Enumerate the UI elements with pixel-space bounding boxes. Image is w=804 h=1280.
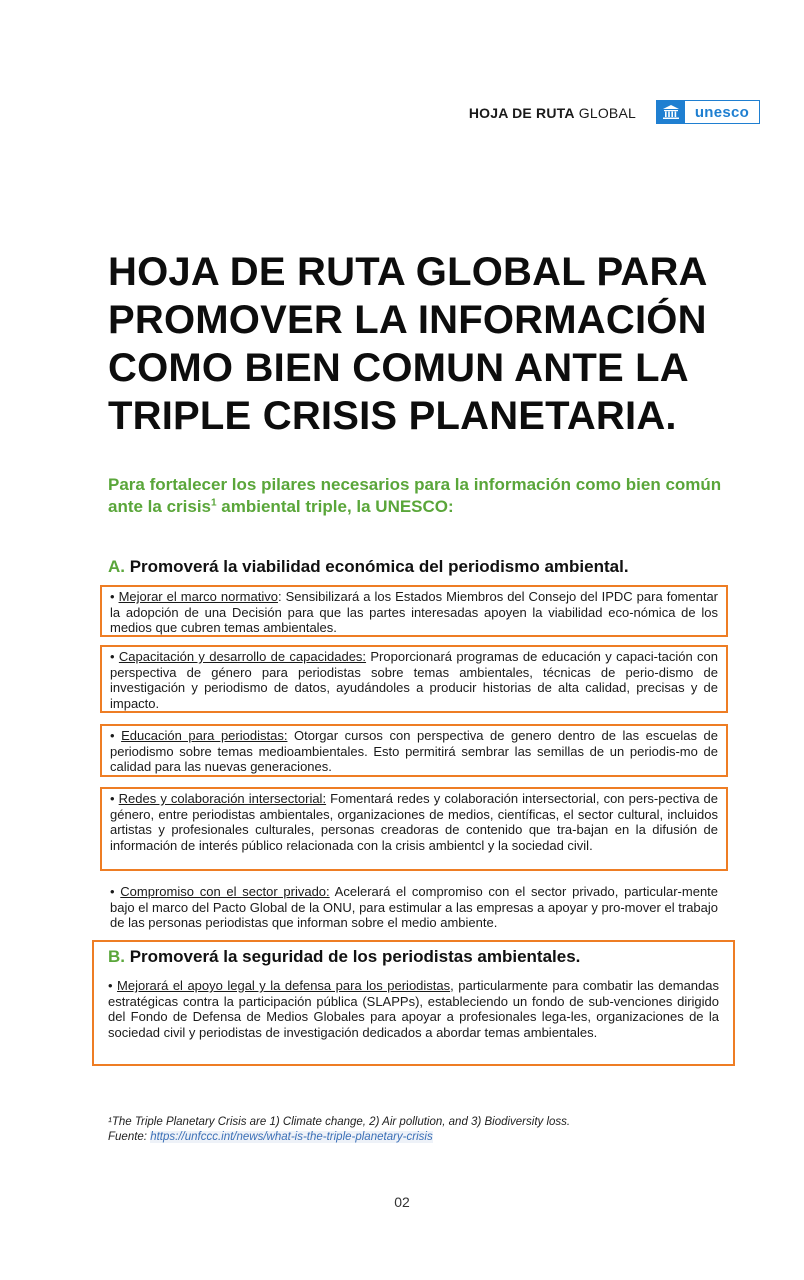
bullet: • — [110, 589, 119, 604]
item-text: Otorgar cursos con perspectiva de genero dentro de las escuelas de periodismo sobre temas medioambientales. Esto permitirá sembrar las semillas de un periodis-mo de calidad para las nuevas generaciones. — [110, 728, 718, 775]
item-title: Educación para periodistas: — [121, 728, 288, 743]
subtitle — [108, 474, 738, 518]
page-header — [0, 100, 804, 126]
item-text: : Sensibilizará a los Estados Miembros del Consejo del IPDC para fomentar la adopción de una Decisión para que las partes interesadas apoyen la viabilidad eco-nómica de los medios que cubren temas ambientales. — [110, 589, 719, 636]
item-text: Proporcionará programas de educación y capaci-tación con perspectiva de género para periodistas sobre temas ambientales, técnicas de perio-dismo de investigación y periodismo de datos, ayudándoles a producir historias de alta calidad, precisas y de impacto. — [110, 649, 718, 711]
list-item-apoyo-legal — [108, 978, 719, 1040]
unesco-wordmark: unesco — [694, 103, 750, 121]
footnote — [108, 1115, 570, 1144]
bullet: • — [110, 884, 121, 899]
item-text: , particularmente para combatir las demandas estratégicas contra la participación pública (SLAPPs), estableciendo un fondo de sub-venciones dirigido del Fondo de Defensa de Medios Globales para apoyar a profesionales lega-les, organizaciones de la sociedad civil y periodistas de investigación dedicados a abordar temas ambientales. — [108, 978, 719, 1040]
list-item-sector-privado — [100, 880, 728, 932]
bullet: • — [110, 728, 122, 743]
unesco-temple-icon — [657, 101, 685, 123]
section-a-letter: A. — [108, 557, 125, 576]
page-number: 02 — [394, 1194, 410, 1210]
source-label: Fuente: — [108, 1130, 151, 1143]
section-b-box — [92, 940, 735, 1066]
item-title: Redes y colaboración intersectorial: — [118, 791, 327, 806]
header-label-light: GLOBAL — [574, 105, 636, 121]
list-item-marco-normativo — [100, 585, 728, 637]
subtitle-part2: ambiental triple, la UNESCO: — [216, 497, 454, 516]
item-text: Acelerará el compromiso con el sector privado, particular-mente bajo el marco del Pacto Global de la ONU, para estimular a las empresas a apoyar y pro-mover el trabajo de las personas periodistas que informan sobre el medio ambiente. — [110, 884, 719, 931]
section-b-letter: B. — [108, 947, 125, 966]
page-title: HOJA DE RUTA GLOBAL PARA PROMOVER LA INFORMACIÓN COMO BIEN COMUN ANTE LA TRIPLE CRISIS PLANETARIA. — [108, 250, 707, 438]
bullet: • — [110, 649, 119, 664]
footnote-source — [108, 1130, 570, 1145]
subtitle-part1: Para fortalecer los pilares necesarios para la información como bien común ante la crisis — [108, 475, 722, 516]
footnote-text: ¹The Triple Planetary Crisis are 1) Climate change, 2) Air pollution, and 3) Biodiversity loss. — [108, 1116, 571, 1128]
list-item-capacitacion — [100, 645, 728, 713]
section-a-heading-text: Promoverá la viabilidad económica del periodismo ambiental. — [125, 557, 629, 576]
item-title: Mejorar el marco normativo — [118, 589, 278, 604]
source-link[interactable]: https://unfccc.int/news/what-is-the-triple-planetary-crisis — [150, 1130, 433, 1143]
item-title: Capacitación y desarrollo de capacidades: — [118, 649, 367, 664]
list-item-redes — [100, 787, 728, 871]
section-b-heading — [108, 946, 719, 968]
item-text: Fomentará redes y colaboración intersectorial, con pers-pectiva de género, entre periodistas ambientales, organizaciones de medios, científicas, el sector cultural, incluidos artistas y profesionales culturales, personas creadoras de contenido que tra-bajan en la difusión de información de interés público relacionada con la crisis ambientcl y la sociedad civil. — [110, 791, 718, 853]
section-a-heading — [108, 556, 629, 578]
bullet: • — [110, 791, 119, 806]
footnote-marker: 1 — [211, 497, 217, 509]
bullet: • — [108, 978, 118, 993]
header-label-bold: HOJA DE RUTA — [468, 105, 575, 121]
list-item-educacion — [100, 724, 728, 777]
unesco-logo — [656, 100, 760, 124]
item-title: Mejorará el apoyo legal y la defensa para los periodistas — [117, 978, 451, 993]
header-label — [469, 105, 636, 121]
section-b-heading-text: Promoverá la seguridad de los periodistas ambientales. — [125, 947, 581, 966]
item-title: Compromiso con el sector privado: — [120, 884, 330, 899]
